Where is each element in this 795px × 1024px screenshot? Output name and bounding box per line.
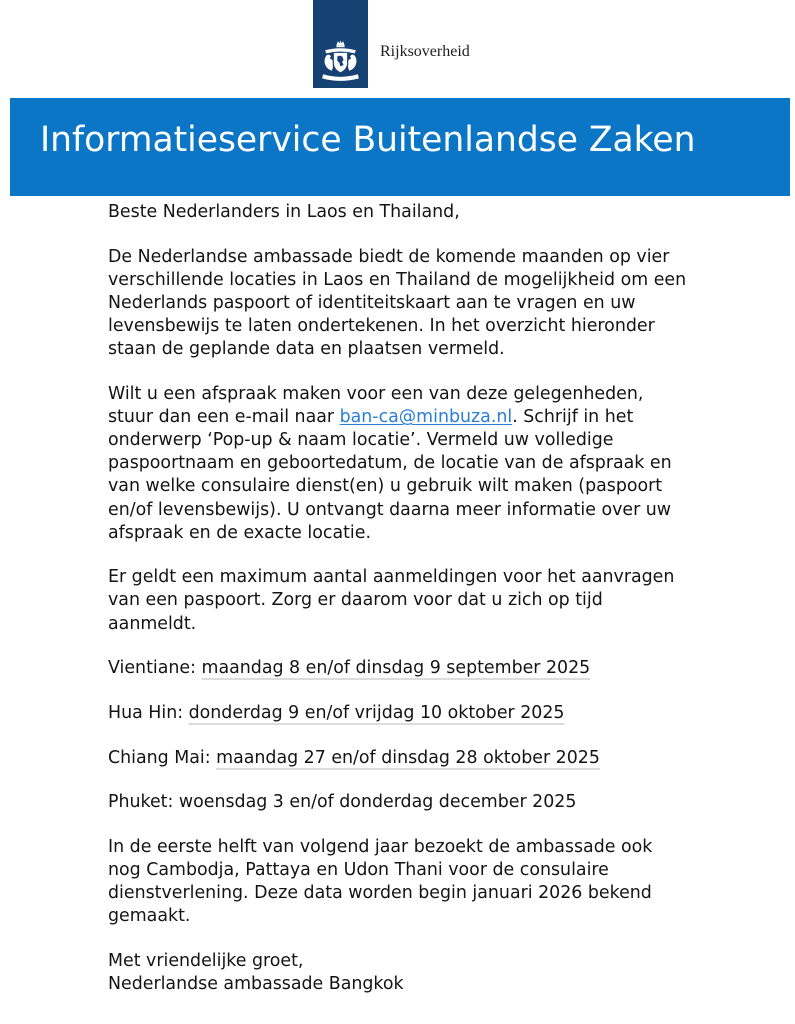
intro-line: De Nederlandse ambassade biedt de komende maanden op vier	[108, 246, 670, 267]
appointment-line-text: . Schrijf in het	[512, 406, 634, 427]
motto-ribbon-shape	[322, 74, 359, 81]
rijksoverheid-logo	[313, 0, 493, 90]
right-lion-shape	[348, 55, 356, 71]
schedule-dates: maandag 27 en/of dinsdag 28 oktober 2025	[216, 747, 600, 768]
outlook-line: nog Cambodja, Pattaya en Udon Thani voor de consulaire	[108, 859, 609, 880]
limit-line: van een paspoort. Zorg er daarom voor dat u zich op tijd	[108, 590, 603, 611]
schedule-place: Chiang Mai:	[108, 747, 211, 768]
signature-line: Nederlandse ambassade Bangkok	[108, 974, 404, 995]
schedule-dates: maandag 8 en/of dinsdag 9 september 2025	[201, 658, 591, 679]
coat-of-arms-icon	[317, 39, 364, 82]
closing-line: Met vriendelijke groet,	[108, 950, 304, 971]
schedule-line	[108, 702, 768, 725]
outlook-paragraph	[108, 836, 768, 929]
appointment-line: onderwerp ‘Pop-up & naam locatie’. Vermeld uw volledige	[108, 430, 614, 451]
schedule-item	[108, 702, 768, 725]
appointment-paragraph	[108, 383, 768, 545]
limit-line: aanmeldt.	[108, 613, 197, 634]
logo-blue-bar	[313, 0, 368, 88]
schedule-line	[108, 747, 768, 770]
schedule-item	[108, 791, 768, 814]
appointment-line: van welke consulaire dienst(en) u gebruik wilt maken (paspoort	[108, 476, 663, 497]
schedule-item	[108, 657, 768, 680]
outlook-line: gemaakt.	[108, 906, 191, 927]
left-lion-shape	[325, 55, 333, 71]
schedule-place: Vientiane:	[108, 658, 196, 679]
page-banner	[10, 98, 790, 196]
intro-line: verschillende locaties in Laos en Thailand de mogelijkheid om een	[108, 269, 687, 290]
outlook-line: dienstverlening. Deze data worden begin januari 2026 bekend	[108, 883, 652, 904]
intro-paragraph	[108, 246, 768, 362]
schedule-dates: donderdag 9 en/of vrijdag 10 oktober 2025	[188, 702, 565, 723]
crown-band-shape	[336, 45, 344, 47]
mantle-shape	[325, 48, 356, 53]
appointment-line: en/of levensbewijs). U ontvangt daarna meer informatie over uw	[108, 499, 672, 520]
schedule-dates: woensdag 3 en/of donderdag december 2025	[178, 792, 577, 813]
limit-paragraph	[108, 566, 768, 635]
appointment-line: afspraak en de exacte locatie.	[108, 522, 371, 543]
appointment-line: paspoortnaam en geboortedatum, de locatie van de afspraak en	[108, 453, 672, 474]
schedule-line	[108, 657, 768, 680]
greeting-line: Beste Nederlanders in Laos en Thailand,	[108, 202, 460, 222]
outlook-line: In de eerste helft van volgend jaar bezoekt de ambassade ook	[108, 836, 653, 857]
letter-body	[108, 201, 768, 1018]
email-link[interactable]: ban-ca@minbuza.nl	[339, 406, 513, 427]
crown-shape	[336, 40, 344, 45]
intro-line: Nederlands paspoort of identiteitskaart aan te vragen en uw	[108, 292, 636, 313]
schedule-line	[108, 791, 768, 814]
schedule-place: Phuket:	[108, 792, 174, 813]
closing-paragraph	[108, 950, 768, 996]
appointment-line-text: stuur dan een e-mail naar	[108, 406, 340, 427]
schedule-place: Hua Hin:	[108, 702, 184, 723]
intro-line: staan de geplande data en plaatsen vermeld.	[108, 339, 505, 360]
appointment-line: Wilt u een afspraak maken voor een van deze gelegenheden,	[108, 383, 644, 404]
greeting-paragraph	[108, 201, 768, 224]
logo-wordmark: Rijksoverheid	[380, 43, 470, 60]
page-title: Informatieservice Buitenlandse Zaken	[40, 120, 696, 160]
schedule-item	[108, 747, 768, 770]
limit-line: Er geldt een maximum aantal aanmeldingen voor het aanvragen	[108, 567, 675, 588]
intro-line: levensbewijs te laten ondertekenen. In het overzicht hieronder	[108, 316, 655, 337]
appointment-line	[108, 406, 768, 429]
